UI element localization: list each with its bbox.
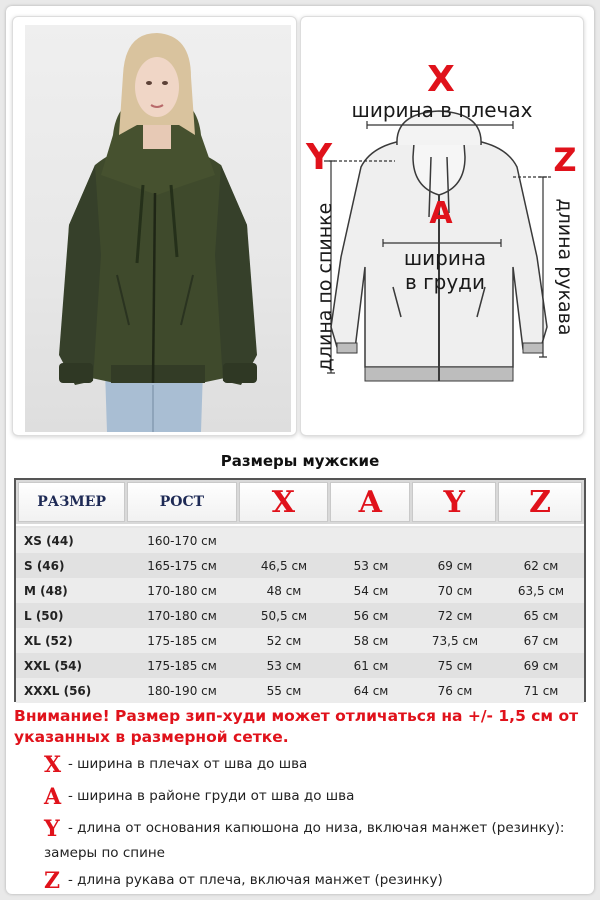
size-chart-table — [14, 478, 586, 702]
table-row — [16, 528, 584, 553]
cell-y: 75 см — [437, 658, 473, 673]
cell-a: 61 см — [353, 658, 389, 673]
table-header-row — [16, 480, 584, 526]
cell-height: 175-185 см — [147, 658, 217, 673]
cell-size: L (50) — [24, 608, 64, 623]
cell-height: 175-185 см — [147, 633, 217, 648]
product-photo — [25, 25, 291, 432]
cell-a: 64 см — [353, 683, 389, 698]
cell-z: 62 см — [523, 558, 559, 573]
size-chart-title: Размеры мужские — [220, 452, 380, 470]
cell-z: 71 см — [523, 683, 559, 698]
cell-z: 69 см — [523, 658, 559, 673]
cell-z: 63,5 см — [517, 583, 565, 598]
size-warning-text: Внимание! Размер зип-худи может отличаться на +/- 1,5 см от указанных в размерной сетке. — [14, 707, 579, 746]
cell-size: XXL (54) — [24, 658, 82, 673]
measurement-diagram-card — [300, 16, 584, 436]
legend-text-y: - длина от основания капюшона до низа, включая манжет (резинку): замеры по спине — [44, 820, 565, 861]
cell-a: 58 см — [353, 633, 389, 648]
cell-y: 70 см — [437, 583, 473, 598]
cell-y: 72 см — [437, 608, 473, 623]
cell-z: 65 см — [523, 608, 559, 623]
model-in-hoodie-image — [25, 25, 291, 432]
header-z: Z — [498, 482, 582, 522]
table-row — [16, 603, 584, 628]
cell-size: M (48) — [24, 583, 68, 598]
back-length-label: длина по спинке — [314, 202, 336, 372]
shoulder-width-label: ширина в плечах — [351, 98, 533, 122]
legend-key-a: A — [44, 784, 62, 810]
header-y: Y — [412, 482, 496, 522]
cell-size: S (46) — [24, 558, 65, 573]
cell-x: 53 см — [266, 658, 302, 673]
cell-y: 69 см — [437, 558, 473, 573]
diagram-label-x: X — [427, 59, 455, 100]
legend-key-x: X — [44, 752, 62, 778]
legend-key-z: Z — [44, 868, 61, 894]
cell-height: 180-190 см — [147, 683, 217, 698]
legend-text-x: - ширина в плечах от шва до шва — [68, 756, 308, 772]
header-a: A — [330, 482, 410, 522]
cell-x: 50,5 см — [260, 608, 308, 623]
table-row — [16, 678, 584, 703]
cell-height: 165-175 см — [147, 558, 217, 573]
cell-size: XL (52) — [24, 633, 73, 648]
header-height: РОСТ — [127, 482, 236, 522]
cell-z: 67 см — [523, 633, 559, 648]
header-size: РАЗМЕР — [18, 482, 125, 522]
legend-text-a: - ширина в районе груди от шва до шва — [68, 788, 355, 804]
table-row — [16, 578, 584, 603]
cell-a: 54 см — [353, 583, 389, 598]
legend-key-y: Y — [44, 816, 60, 842]
cell-y: 73,5 см — [431, 633, 479, 648]
header-x: X — [239, 482, 329, 522]
table-body — [16, 526, 584, 703]
cell-height: 170-180 см — [147, 608, 217, 623]
legend-item-z — [44, 868, 584, 894]
chest-width-label-line1: ширина — [403, 246, 487, 270]
table-row — [16, 653, 584, 678]
product-photo-card — [12, 16, 297, 436]
cell-x: 46,5 см — [260, 558, 308, 573]
cell-height: 170-180 см — [147, 583, 217, 598]
diagram-label-z: Z — [553, 141, 577, 179]
measurement-legend — [44, 752, 584, 894]
cell-a: 53 см — [353, 558, 389, 573]
diagram-label-a: A — [429, 196, 453, 231]
sleeve-length-label: длина рукава — [554, 198, 576, 336]
table-row — [16, 553, 584, 578]
cell-size: XXXL (56) — [24, 683, 92, 698]
hoodie-measurement-diagram — [301, 17, 585, 437]
cell-x: 55 см — [266, 683, 302, 698]
legend-item-x — [44, 752, 584, 778]
legend-text-z: - длина рукава от плеча, включая манжет (резинку) — [68, 872, 443, 888]
table-row — [16, 628, 584, 653]
diagram-label-y: Y — [305, 137, 333, 178]
cell-height: 160-170 см — [147, 533, 217, 548]
legend-item-y — [44, 816, 584, 864]
cell-a: 56 см — [353, 608, 389, 623]
cell-x: 48 см — [266, 583, 302, 598]
chest-width-label-line2: в груди — [404, 270, 486, 294]
cell-y: 76 см — [437, 683, 473, 698]
cell-x: 52 см — [266, 633, 302, 648]
cell-size: XS (44) — [24, 533, 74, 548]
legend-item-a — [44, 784, 584, 810]
